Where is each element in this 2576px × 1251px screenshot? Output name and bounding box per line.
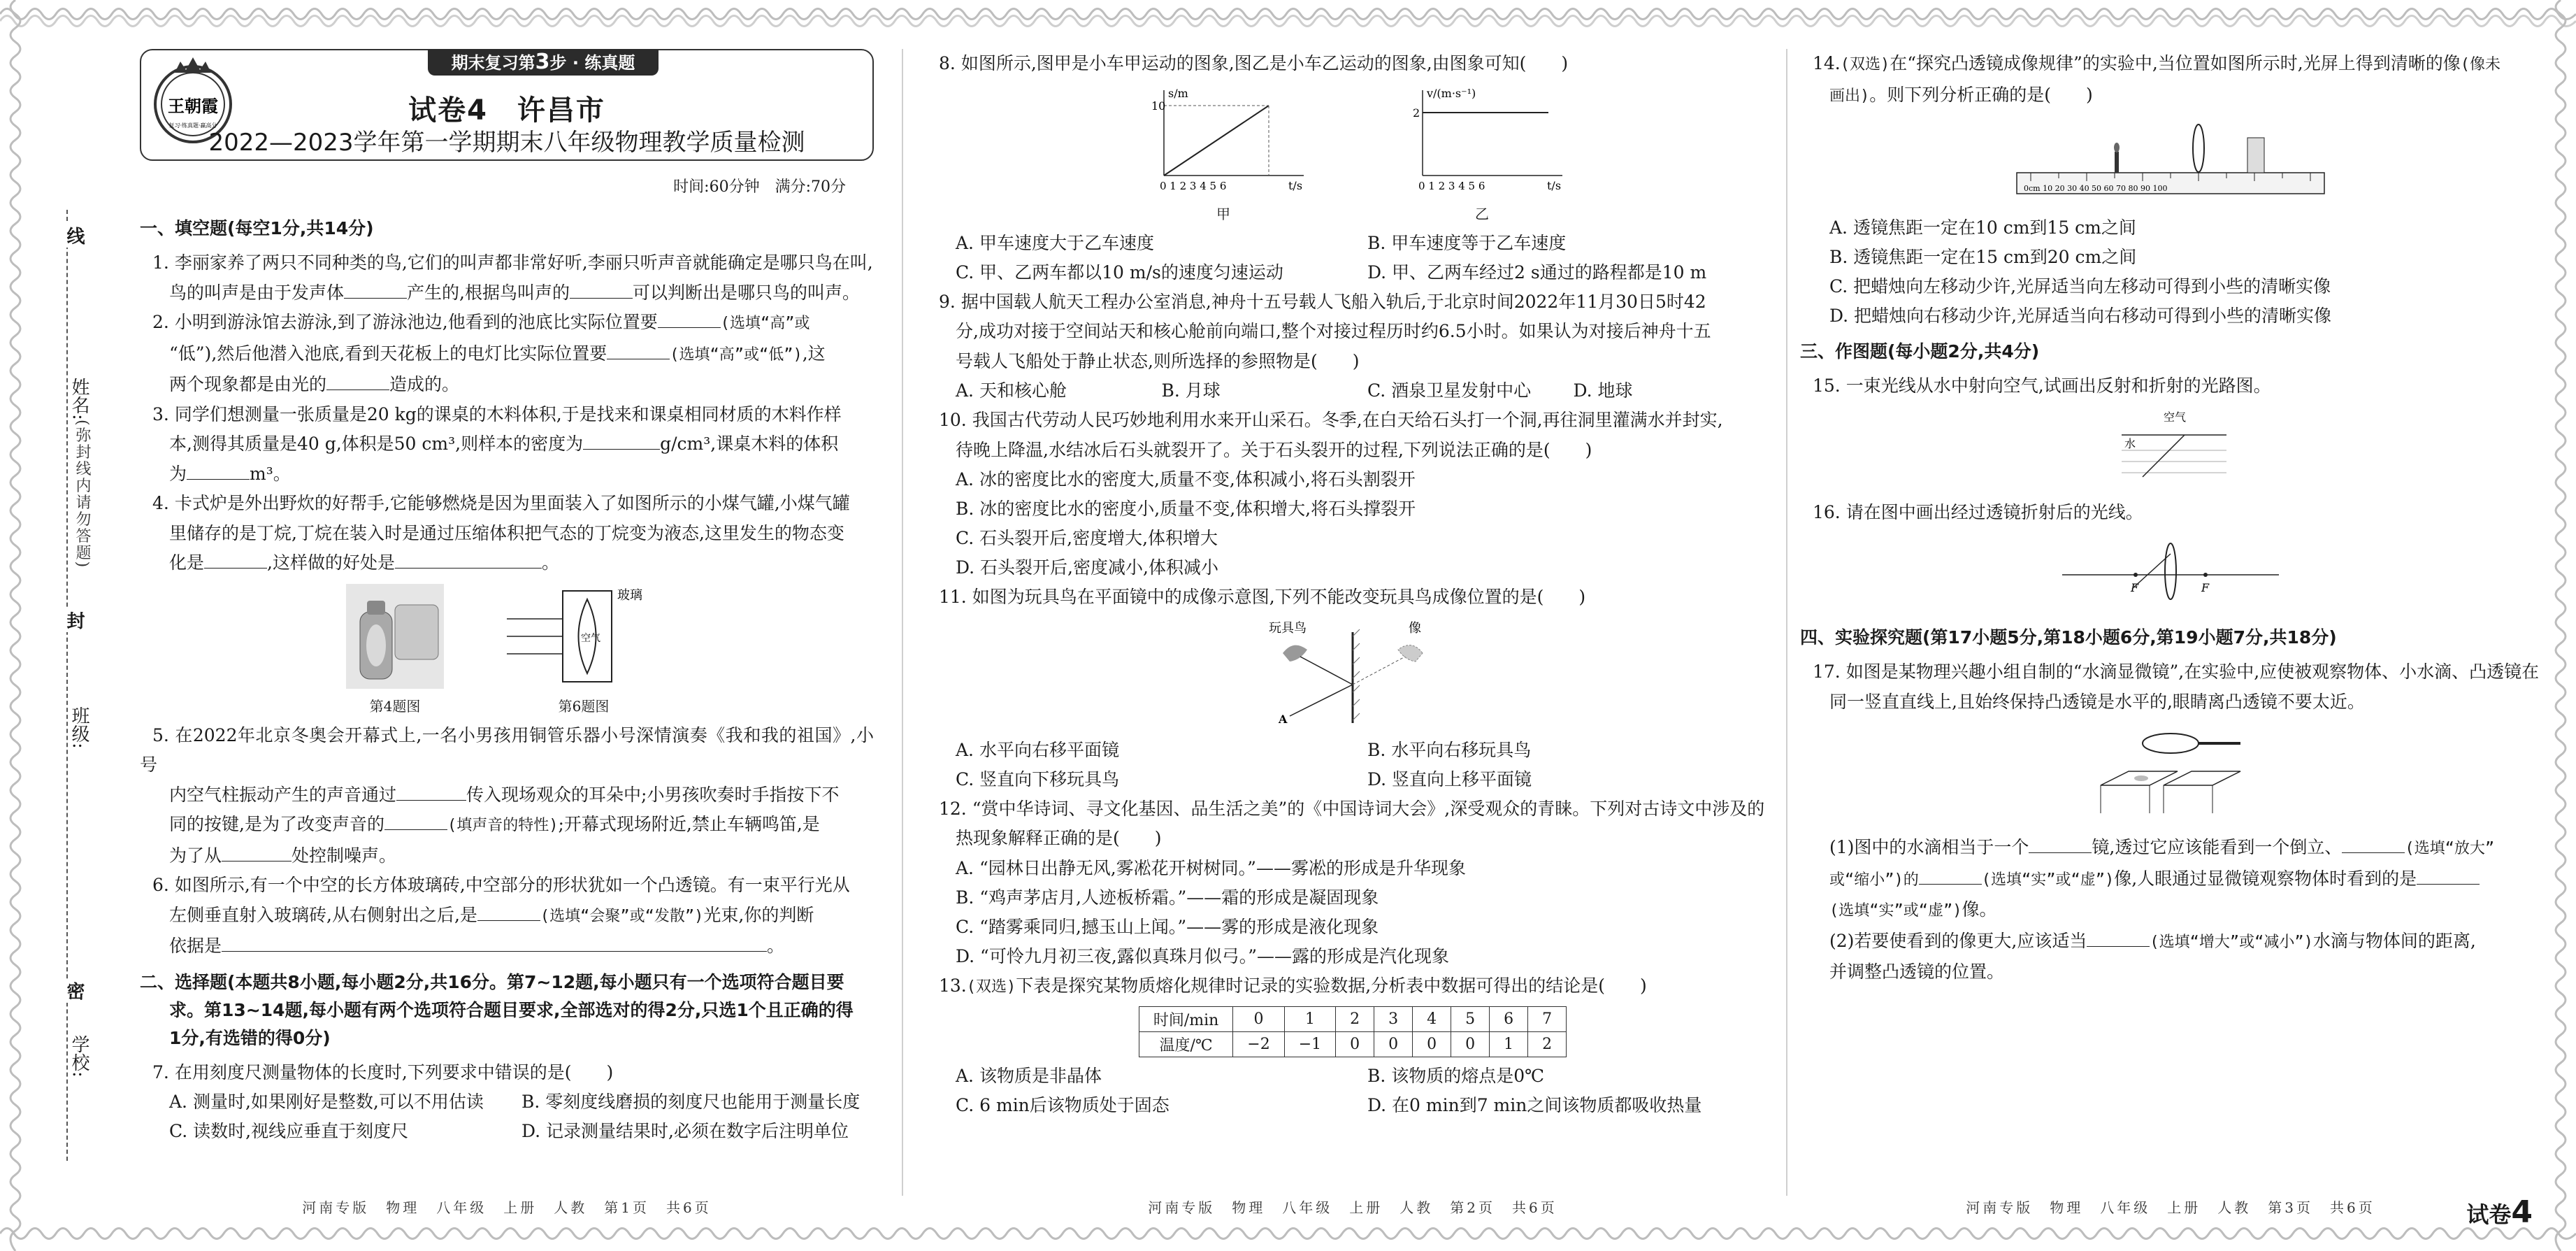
answer-blank[interactable] — [583, 430, 660, 450]
option-d[interactable]: D. 石头裂开后,密度减小,体积减小 — [956, 557, 1218, 578]
options-q8 — [926, 229, 1779, 287]
water-drop-icon — [2134, 775, 2148, 781]
binding-dashed-line — [66, 210, 68, 1161]
question-2: 2. 小明到游泳馆去游泳,到了游泳池边,他看到的池底比实际位置要 (选填“高”或 “低”),然后他潜入池底,看到天花板上的电灯比实际位置要 (选填“高”或“低”),这 两个现象都是由光的 造成的。 — [140, 308, 874, 400]
figure-q11 — [926, 618, 1779, 730]
question-14: 14.(双选)在“探究凸透镜成像规律”的实验中,当位置如图所示时,光屏上得到清晰的像(像未 画出)。则下列分析正确的是( ) — [1813, 53, 2501, 105]
school-field-label: 学校: — [69, 1035, 89, 1078]
answer-blank[interactable] — [222, 932, 767, 952]
wavy-border-right — [2545, 0, 2576, 1251]
figure-q14 — [1800, 117, 2541, 208]
option-a[interactable]: A. 测量时,如果刚好是整数,可以不用估读 — [169, 1092, 484, 1112]
logo-text: 王朝霞 — [168, 96, 218, 116]
question-9: 9. 据中国载人航天工程办公室消息,神舟十五号载人飞船入轨后,于北京时间2022年11月30日5时42 分,成功对接于空间站天和核心舱前向端口,整个对接过程历时约6.5小时。如果认为对接后神舟十五 号载人飞船处于静止状态,则所选择的参照物是( ) — [939, 291, 1711, 371]
section-experiment: 四、实验探究题(第17小题5分,第18小题6分,第19小题7分,共18分) — [1800, 627, 2337, 648]
question-11: 11. 如图为玩具鸟在平面镜中的成像示意图,下列不能改变玩具鸟成像位置的是( ) — [939, 587, 1586, 607]
option-c[interactable]: C. 读数时,视线应垂直于刻度尺 — [169, 1121, 409, 1141]
water-air-interface-diagram — [2101, 407, 2240, 484]
page-footer: 河南专版 物理 八年级 上册 人教 第2页 共6页 — [1148, 1199, 1557, 1216]
option-a[interactable]: A. 水平向右移平面镜 — [956, 739, 1119, 760]
options-q14 — [1800, 213, 2541, 331]
tick-label: 10 — [1151, 99, 1166, 113]
answer-blank[interactable] — [344, 278, 407, 299]
question-17: 17. 如图是某物理兴趣小组自制的“水滴显微镜”,在实验中,应使被观察物体、小水滴、凸透镜在 同一竖直直线上,且始终保持凸透镜是水平的,眼睛离凸透镜不要太近。 — [1813, 662, 2540, 712]
option-c[interactable]: C. 把蜡烛向左移动少许,光屏适当向左移动可得到小些的清晰实像 — [1829, 276, 2331, 296]
answer-blank[interactable] — [570, 278, 633, 299]
question-5: 5. 在2022年北京冬奥会开幕式上,一名小男孩用铜管乐器小号深情演奏《我和我的祖国》,小号 内空气柱振动产生的声音通过 传入现场观众的耳朵中;小男孩吹奏时手指按下不 同的按键,是为了改变声音的 (填声音的特性);开幕式现场附近,禁止车辆鸣笛,是 为了从 处控制噪声。 — [140, 724, 874, 866]
figure-row-q4-q6 — [140, 584, 874, 715]
figure-q17 — [1800, 722, 2541, 827]
option-d[interactable]: D. 把蜡烛向右移动少许,光屏适当向右移动可得到小些的清晰实像 — [1829, 306, 2331, 326]
convex-lens-icon — [2193, 124, 2204, 172]
bird-icon — [1283, 645, 1307, 661]
answer-blank[interactable] — [395, 549, 542, 569]
question-1: 1. 李丽家养了两只不同种类的鸟,它们的叫声都非常好听,李丽只听声音就能确定是哪只鸟在叫, 鸟的叫声是由于发声体 产生的,根据鸟叫声的 可以判断出是哪只鸟的叫声。 — [152, 252, 873, 303]
option-b[interactable]: B. 冰的密度比水的密度小,质量不变,体积增大,将石头撑裂开 — [956, 499, 1416, 519]
option-b[interactable]: B. 透镜焦距一定在15 cm到20 cm之间 — [1829, 247, 2137, 267]
axis-label: s/m — [1168, 86, 1188, 100]
water-label: 水 — [2124, 436, 2136, 450]
option-d[interactable]: D. 记录测量结果时,必须在数字后注明单位 — [521, 1121, 849, 1141]
answer-blank[interactable] — [2417, 864, 2480, 885]
question-4: 4. 卡式炉是外出野炊的好帮手,它能够燃烧是因为里面装入了如图所示的小煤气罐,小煤气罐 里储存的是丁烷,丁烷在装入时是通过压缩体积把气态的丁烷变为液态,这里发生的物态变 化是 ,这样做的好处是 。 — [152, 493, 850, 573]
eye-point-label: A — [1279, 712, 1288, 726]
option-d[interactable]: D. 在0 min到7 min之间该物质都吸收热量 — [1367, 1095, 1702, 1115]
page-footer: 河南专版 物理 八年级 上册 人教 第1页 共6页 — [302, 1199, 712, 1216]
option-c[interactable]: C. 竖直向下移玩具鸟 — [956, 769, 1120, 789]
answer-blank[interactable] — [477, 901, 540, 921]
question-16: 16. 请在图中画出经过透镜折射后的光线。 — [1813, 501, 2143, 522]
answer-blank[interactable] — [1919, 864, 1982, 885]
magnifier-lens-icon — [2143, 734, 2199, 753]
option-b[interactable]: B. 零刻度线磨损的刻度尺也能用于测量长度 — [521, 1092, 861, 1112]
option-d[interactable]: D. 竖直向上移平面镜 — [1367, 769, 1532, 789]
section-multiple-choice: 二、选择题(本题共8小题,每小题2分,共16分。第7~12题,每小题只有一个选项符合题目要 求。第13~14题,每小题有两个选项符合题目要求,全部选对的得2分,只选1个且正确的得 1分,有选错的得0分) — [140, 971, 854, 1048]
option-c[interactable]: C. 甲、乙两车都以10 m/s的速度匀速运动 — [956, 262, 1283, 283]
graph-yi — [1395, 85, 1569, 223]
options-q13 — [926, 1061, 1779, 1120]
answer-blank[interactable] — [222, 841, 292, 862]
glass-label: 玻璃 — [617, 587, 642, 603]
page-2 — [926, 49, 1779, 1216]
data-table-q13 — [1139, 1006, 1567, 1057]
focus-label: F — [2131, 581, 2139, 594]
column-divider — [902, 49, 903, 1196]
option-a[interactable]: A. 透镜焦距一定在10 cm到15 cm之间 — [1829, 217, 2136, 238]
mirror-diagram — [1241, 618, 1465, 730]
glass-brick-diagram — [500, 584, 668, 689]
answer-blank[interactable] — [2087, 927, 2150, 947]
answer-blank[interactable] — [326, 371, 389, 391]
figure-q8 — [926, 85, 1779, 223]
table-header: 温度/℃ — [1139, 1032, 1232, 1057]
lens-refraction-diagram — [2055, 533, 2286, 610]
page-footer: 河南专版 物理 八年级 上册 人教 第3页 共6页 — [1966, 1199, 2375, 1216]
option-d[interactable]: D. 甲、乙两车经过2 s通过的路程都是10 m — [1367, 262, 1707, 283]
options-q12 — [926, 854, 1779, 971]
figure-q15 — [1800, 407, 2541, 484]
image-label: 像 — [1409, 620, 1421, 636]
logo-subtext: 复习·练真题·赢高分 — [168, 122, 217, 129]
answer-blank[interactable] — [396, 780, 466, 801]
wavy-border-bottom — [0, 1223, 2576, 1251]
paper-number: 试卷4 许昌市 — [408, 94, 605, 127]
figure-q4 — [346, 584, 444, 715]
options-q7 — [140, 1087, 874, 1146]
step-badge: 期末复习第3步 · 练真题 — [428, 49, 659, 76]
column-divider — [1786, 49, 1787, 1196]
question-13: 13.(双选)下表是探究某物质熔化规律时记录的实验数据,分析表中数据可得出的结论是( ) — [939, 975, 1647, 996]
figure-caption: 第4题图 — [369, 697, 421, 715]
axis-label: t/s — [1547, 178, 1562, 192]
option-a[interactable]: A. 该物质是非晶体 — [956, 1066, 1102, 1086]
question-15: 15. 一束光线从水中射向空气,试画出反射和折射的光路图。 — [1813, 376, 2271, 396]
seal-mark-line: 线 — [62, 224, 87, 248]
tick-label: 2 — [1413, 106, 1420, 120]
option-c[interactable]: C. 酒泉卫星发射中心 — [1367, 380, 1532, 401]
answer-blank[interactable] — [2029, 834, 2092, 854]
answer-blank[interactable] — [607, 339, 670, 359]
option-a[interactable]: A. 甲车速度大于乙车速度 — [956, 232, 1154, 253]
option-b[interactable]: B. “鸡声茅店月,人迹板桥霜。”——霜的形成是凝固现象 — [956, 887, 1379, 908]
option-b[interactable]: B. 该物质的熔点是0℃ — [1367, 1066, 1545, 1086]
time-info: 时间:60分钟 满分:70分 — [673, 178, 846, 196]
axis-label: t/s — [1288, 178, 1303, 192]
crown-icon — [175, 57, 211, 73]
option-c[interactable]: C. “踏雾乘同归,撼玉山上闻。”——雾的形成是液化现象 — [956, 916, 1379, 937]
paper-corner-label: 试卷4 — [2466, 1194, 2533, 1230]
toy-bird-label: 玩具鸟 — [1269, 620, 1307, 636]
option-b[interactable]: B. 甲车速度等于乙车速度 — [1367, 232, 1567, 253]
seal-mark-close: 密 — [62, 979, 87, 1003]
question-10: 10. 我国古代劳动人民巧妙地利用水来开山采石。冬季,在白天给石头打一个洞,再往洞里灌满水并封实, 待晚上降温,水结冰后石头就裂开了。关于石头裂开的过程,下列说法正确的是( ) — [939, 410, 1723, 460]
light-screen-icon — [2247, 138, 2264, 173]
optical-bench-diagram — [2010, 117, 2331, 208]
graph-jia — [1136, 85, 1311, 223]
option-b[interactable]: B. 月球 — [1161, 380, 1221, 401]
water-drop-microscope-diagram — [2080, 722, 2261, 827]
answer-blank[interactable] — [187, 459, 250, 480]
figure-caption: 乙 — [1475, 205, 1489, 222]
question-7: 7. 在用刻度尺测量物体的长度时,下列要求中错误的是( ) — [152, 1061, 614, 1082]
candle-icon — [2115, 152, 2119, 173]
answer-blank[interactable] — [384, 810, 447, 831]
question-6: 6. 如图所示,有一个中空的长方体玻璃砖,中空部分的形状犹如一个凸透镜。有一束平行光从 左侧垂直射入玻璃砖,从右侧射出之后,是 (选填“会聚”或“发散”)光束,你的判断 依据是 。 — [152, 875, 850, 956]
question-17-part-1: (1)图中的水滴相当于一个 镜,透过它应该能看到一个倒立、 (选填“放大” 或“缩小”)的 (选填“实”或“虚”)像,人眼通过显微镜观察物体时看到的是 (选填“实”或“虚”)像。 — [1800, 833, 2541, 927]
question-8: 8. 如图所示,图甲是小车甲运动的图象,图乙是小车乙运动的图象,由图象可知( ) — [939, 53, 1569, 73]
wavy-border-left — [0, 0, 31, 1251]
focus-label: F — [2201, 581, 2210, 594]
table-header: 时间/min — [1139, 1007, 1232, 1032]
wavy-border-top — [0, 0, 2576, 28]
section-fill-blank: 一、填空题(每空1分,共14分) — [140, 218, 374, 238]
option-d[interactable]: D. 地球 — [1573, 380, 1633, 401]
question-12: 12. “赏中华诗词、寻文化基因、品生活之美”的《中国诗词大会》,深受观众的青睐。下列对古诗文中涉及的 热现象解释正确的是( ) — [939, 798, 1765, 848]
scale-labels: 0cm 10 20 30 40 50 60 70 80 90 100 — [2024, 184, 2168, 193]
axis-label: v/(m·s⁻¹) — [1427, 86, 1476, 100]
option-a[interactable]: A. “园林日出静无风,雾凇花开树树同。”——雾凇的形成是升华现象 — [956, 857, 1466, 878]
paper-title: 2022—2023学年第一学期期末八年级物理教学质量检测 — [208, 129, 805, 157]
air-label: 空气 — [581, 632, 600, 644]
figure-q16 — [1800, 533, 2541, 610]
convex-lens-icon — [2165, 543, 2176, 599]
section-drawing: 三、作图题(每小题2分,共4分) — [1800, 341, 2040, 362]
gas-canister-photo — [346, 584, 444, 689]
name-field-label: 姓名: — [69, 378, 89, 420]
option-a[interactable]: A. 冰的密度比水的密度大,质量不变,体积减小,将石头割裂开 — [956, 469, 1416, 489]
tick-label: 0 1 2 3 4 5 6 — [1160, 179, 1227, 192]
option-c[interactable]: C. 石头裂开后,密度增大,体积增大 — [956, 528, 1218, 548]
figure-caption: 第6题图 — [558, 697, 610, 715]
option-a[interactable]: A. 天和核心舱 — [956, 380, 1067, 401]
answer-blank[interactable] — [2342, 834, 2405, 854]
figure-caption: 甲 — [1216, 205, 1230, 222]
class-field-label: 班级: — [69, 706, 89, 749]
bird-image-icon — [1398, 645, 1423, 661]
table-row: 时间/min 0 1 2 3 4 5 6 7 — [1139, 1007, 1566, 1032]
question-3: 3. 同学们想测量一张质量是20 kg的课桌的木料体积,于是找来和课桌相同材质的木料作样 本,测得其质量是40 g,体积是50 cm³,则样本的密度为 g/cm³,课桌木料的体积 为 m³。 — [152, 403, 842, 484]
figure-q6 — [500, 584, 668, 715]
answer-blank[interactable] — [204, 549, 267, 569]
paper-header — [140, 49, 874, 161]
seal-mark-seal: 封 — [62, 608, 87, 632]
answer-blank[interactable] — [658, 308, 721, 329]
option-d[interactable]: D. “可怜九月初三夜,露似真珠月似弓。”——露的形成是汽化现象 — [956, 945, 1450, 966]
table-row: 温度/℃ −2 −1 0 0 0 0 1 2 — [1139, 1032, 1566, 1057]
air-label: 空气 — [2164, 410, 2187, 424]
option-b[interactable]: B. 水平向右移玩具鸟 — [1367, 739, 1532, 760]
option-c[interactable]: C. 6 min后该物质处于固态 — [956, 1095, 1170, 1115]
binding-notice: (弥封线内请勿答题) — [71, 420, 93, 569]
options-q11 — [926, 736, 1779, 794]
options-q9 — [926, 376, 1779, 406]
options-q10 — [926, 465, 1779, 582]
tick-label: 0 1 2 3 4 5 6 — [1418, 179, 1485, 192]
question-17-part-2: (2)若要使看到的像更大,应该适当 (选填“增大”或“减小”)水滴与物体间的距离, 并调整凸透镜的位置。 — [1800, 927, 2541, 987]
page-1 — [140, 49, 874, 1216]
